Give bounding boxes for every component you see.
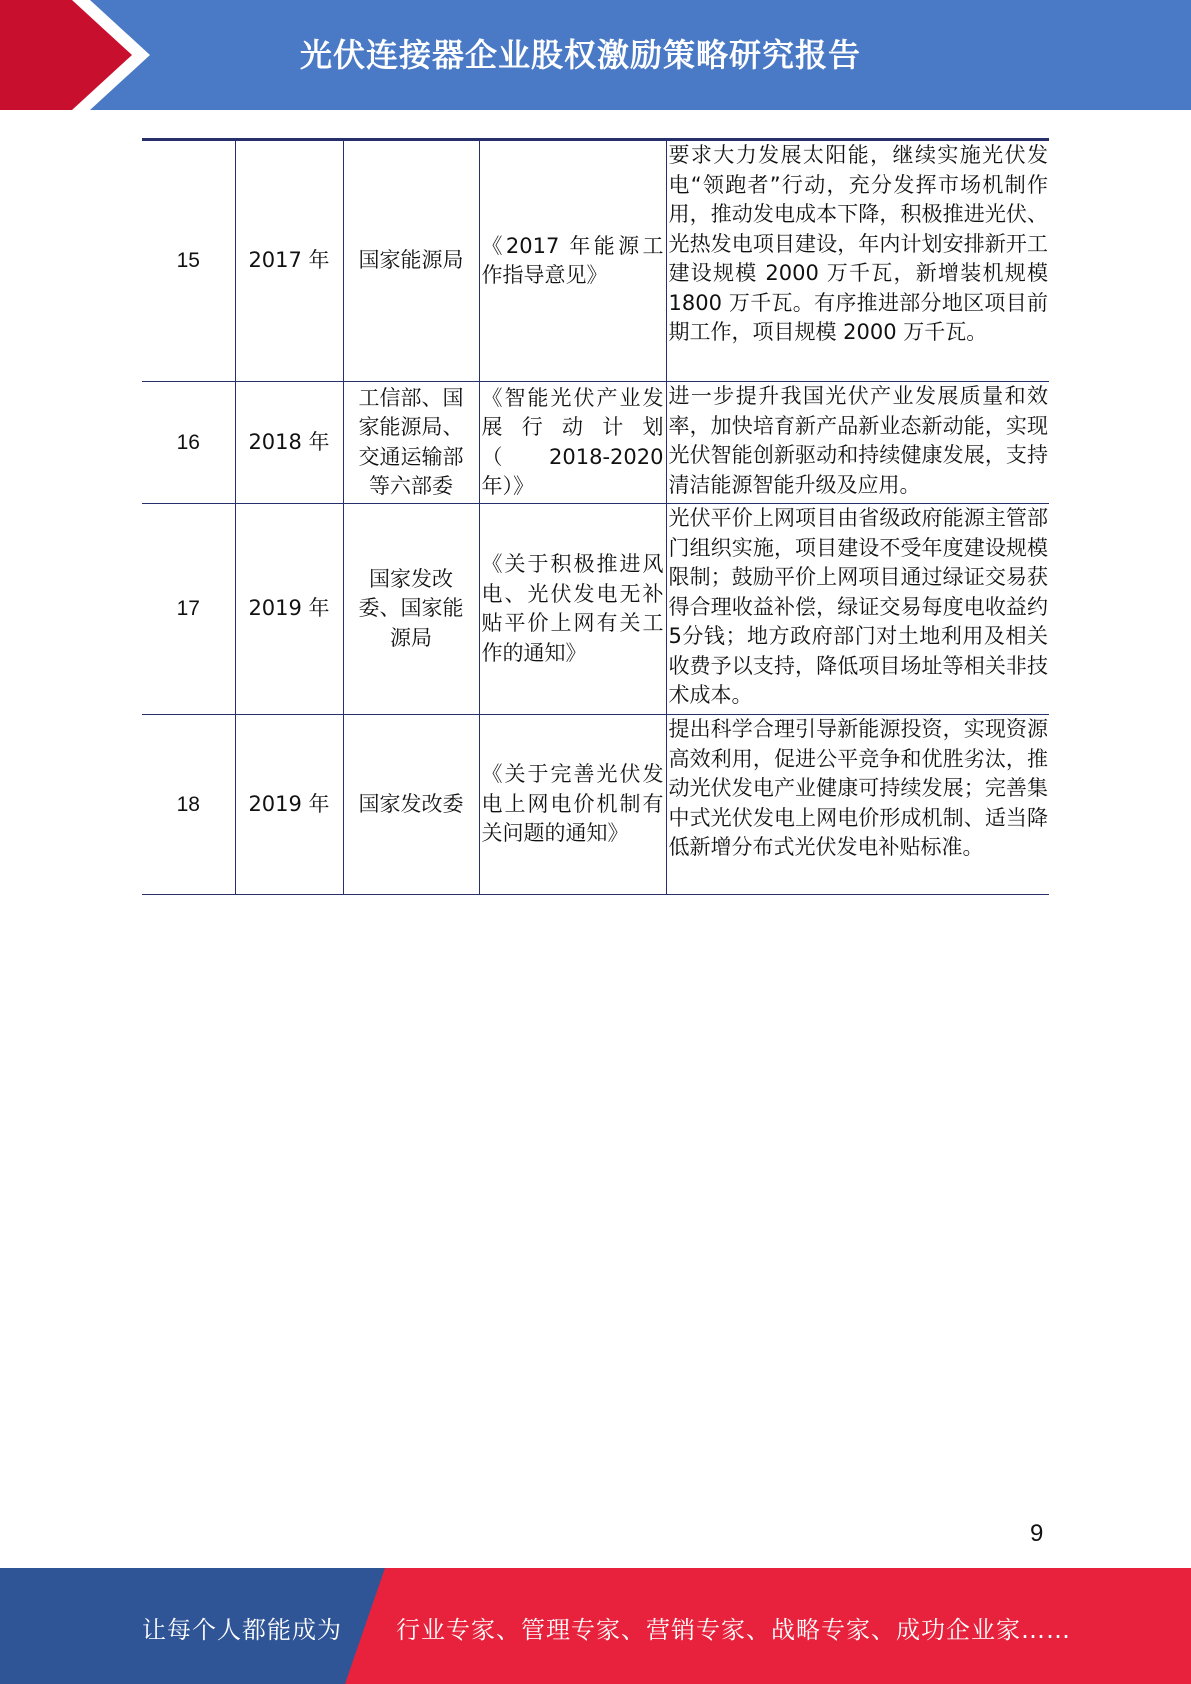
- row-year: 2018 年: [235, 382, 343, 504]
- row-content: 提出科学合理引导新能源投资，实现资源高效利用，促进公平竞争和优胜劣汰，推动光伏发电产业健康可持续发展；完善集中式光伏发电上网电价形成机制、适当降低新增分布式光伏发电补贴标准。: [666, 715, 1049, 895]
- row-year: 2017 年: [235, 140, 343, 382]
- policy-table: [142, 138, 1049, 895]
- footer-slogan-left: 让每个人都能成为: [142, 1616, 342, 1644]
- row-content: 光伏平价上网项目由省级政府能源主管部门组织实施，项目建设不受年度建设规模限制；鼓励平价上网项目通过绿证交易获得合理收益补偿，绿证交易每度电收益约5分钱；地方政府部门对土地利用及相关收费予以支持，降低项目场址等相关非技术成本。: [666, 504, 1049, 715]
- page-number: 9: [1030, 1520, 1044, 1547]
- table-row: [142, 504, 1049, 715]
- row-content: 要求大力发展太阳能，继续实施光伏发电“领跑者”行动，充分发挥市场机制作用，推动发电成本下降，积极推进光伏、光热发电项目建设，年内计划安排新开工建设规模 2000 万千瓦，新增装机规模 1800 万千瓦。有序推进部分地区项目前期工作，项目规模 2000 万千瓦。: [666, 140, 1049, 382]
- table-row: [142, 140, 1049, 382]
- row-department: 国家能源局: [343, 140, 479, 382]
- row-document: 《2017 年能源工作指导意见》: [479, 140, 666, 382]
- red-chevron-icon: [0, 0, 150, 110]
- table-row: [142, 382, 1049, 504]
- footer-banner: [0, 1568, 1191, 1684]
- row-department: 国家发改委、国家能源局: [343, 504, 479, 715]
- row-document: 《智能光伏产业发展行动计划（2018-2020 年）》: [479, 382, 666, 504]
- row-department: 工信部、国家能源局、交通运输部等六部委: [343, 382, 479, 504]
- row-number: 18: [142, 715, 235, 895]
- row-department: 国家发改委: [343, 715, 479, 895]
- row-document: 《关于积极推进风电、光伏发电无补贴平价上网有关工作的通知》: [479, 504, 666, 715]
- row-year: 2019 年: [235, 504, 343, 715]
- footer-slogan-right: 行业专家、管理专家、营销专家、战略专家、成功企业家……: [396, 1616, 1071, 1644]
- row-number: 16: [142, 382, 235, 504]
- report-title: 光伏连接器企业股权激励策略研究报告: [300, 36, 862, 74]
- row-number: 17: [142, 504, 235, 715]
- row-document: 《关于完善光伏发电上网电价机制有关问题的通知》: [479, 715, 666, 895]
- row-year: 2019 年: [235, 715, 343, 895]
- header-banner: [0, 0, 1191, 110]
- row-content: 进一步提升我国光伏产业发展质量和效率，加快培育新产品新业态新动能，实现光伏智能创新驱动和持续健康发展，支持清洁能源智能升级及应用。: [666, 382, 1049, 504]
- row-number: 15: [142, 140, 235, 382]
- table-row: [142, 715, 1049, 895]
